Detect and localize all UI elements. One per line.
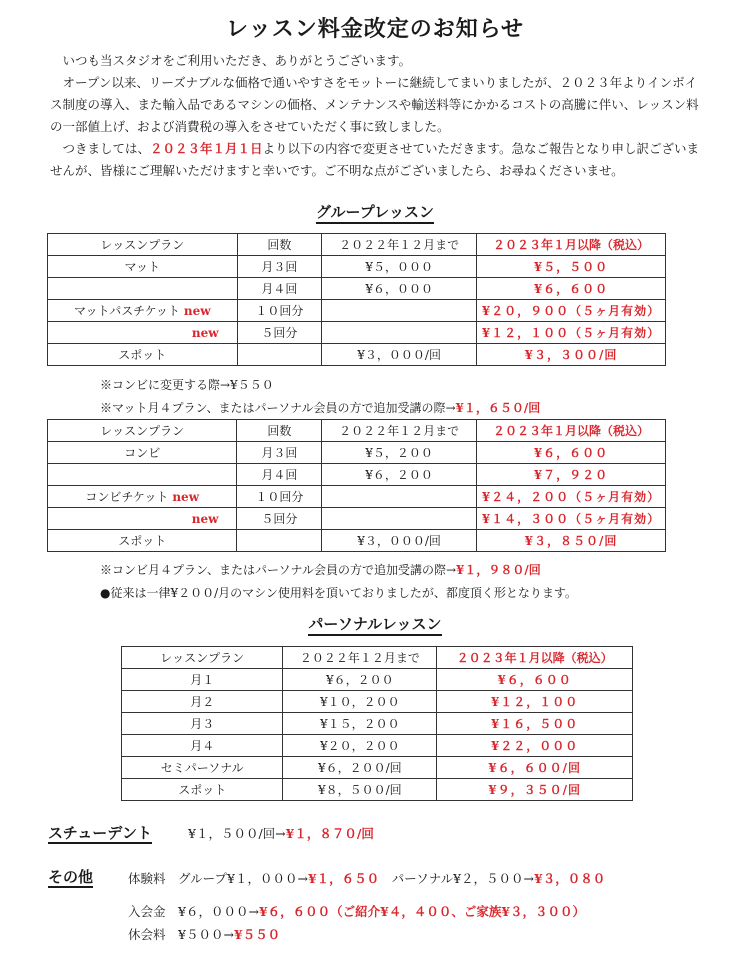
plan-cell: セミパーソナル — [122, 757, 283, 779]
plan-name: スポット — [118, 348, 167, 362]
new-price-cell: ¥６，６００ — [476, 442, 665, 464]
table-header-row — [122, 647, 633, 669]
old-price-cell: ¥２０，２００ — [283, 735, 437, 757]
old-price-cell: ¥６，０００ — [322, 278, 477, 300]
intro-text — [50, 50, 700, 182]
new-price-cell: ¥１４，３００（５ヶ月有効） — [476, 508, 665, 530]
combi-fee-table-body — [48, 420, 666, 552]
count-cell: ５回分 — [237, 508, 322, 530]
plan-cell: 月３ — [122, 713, 283, 735]
personal-fee-table-body — [122, 647, 633, 801]
new-badge: new — [172, 490, 200, 504]
header-old-price: ２０２２年１２月まで — [283, 647, 437, 669]
personal-fee-table — [121, 646, 633, 801]
mat-extra-price: ¥１，６５０/回 — [455, 401, 541, 415]
new-price-cell: ¥１２，１００ — [437, 691, 633, 713]
table-row — [122, 779, 633, 801]
plan-cell: 月２ — [122, 691, 283, 713]
leave-fee-new: ¥５５０ — [233, 927, 281, 942]
mat-fee-table — [47, 233, 666, 366]
new-price-cell: ¥２４，２００（５ヶ月有効） — [476, 486, 665, 508]
table-row — [48, 344, 666, 366]
table-row — [48, 322, 666, 344]
header-plan: レッスンプラン — [48, 420, 237, 442]
trial-personal-new: ¥３，０８０ — [534, 871, 606, 886]
old-price-cell: ¥１５，２００ — [283, 713, 437, 735]
old-price-cell — [322, 322, 477, 344]
count-cell: 月３回 — [237, 256, 322, 278]
header-new-price: ２０２３年１月以降（税込） — [437, 647, 633, 669]
intro-paragraph-3 — [50, 138, 700, 182]
leave-fee-old: 休会料 ¥５００→ — [128, 927, 234, 942]
effective-date: ２０２３年１月１日 — [150, 141, 263, 156]
new-price-cell: ¥２０，９００（５ヶ月有効） — [477, 300, 666, 322]
header-count: 回数 — [237, 420, 322, 442]
header-plan: レッスンプラン — [48, 234, 238, 256]
student-old-price: ¥１，５００/回→ — [188, 826, 286, 841]
table-row — [122, 691, 633, 713]
other-label: その他 — [48, 868, 94, 886]
trial-group-new: ¥１，６５０ — [307, 871, 380, 886]
intro-p1: いつも当スタジオをご利用いただき、ありがとうございます。 — [62, 53, 412, 68]
new-badge: new — [191, 325, 219, 340]
new-price-cell: ¥９，３５０/回 — [437, 779, 633, 801]
table-row — [48, 256, 666, 278]
machine-fee-note: ●従来は一律¥２００/月のマシン使用料を頂いておりましたが、都度頂く形となります。 — [100, 586, 577, 600]
old-price-cell — [322, 486, 477, 508]
old-price-cell: ¥６，２００ — [283, 669, 437, 691]
table-row — [122, 669, 633, 691]
plan-cell — [48, 530, 237, 552]
plan-name: マットパスチケット — [73, 304, 180, 318]
new-badge: new — [191, 511, 219, 526]
table-row — [48, 278, 666, 300]
plan-cell — [48, 278, 238, 300]
trial-group-old: グループ¥１，０００→ — [178, 871, 308, 886]
old-price-cell: ¥３，０００/回 — [322, 530, 477, 552]
mat-fee-table-body — [48, 234, 666, 366]
table-row — [122, 735, 633, 757]
plan-cell — [48, 256, 238, 278]
header-old-price: ２０２２年１２月まで — [322, 234, 477, 256]
student-label: スチューデント — [48, 824, 152, 842]
new-price-cell: ¥６，６００ — [477, 278, 666, 300]
entry-fee-new: ¥６，６００（ご紹介¥４，４００、ご家族¥３，３００） — [258, 904, 586, 919]
intro-p3-after: より以下の内容で変更させていただきます。急なご報告となり申し訳ございませんが、皆様にご理解いただけますと幸いです。ご不明な点がございましたら、お尋ねくださいませ。 — [50, 141, 700, 178]
plan-cell — [48, 344, 238, 366]
trial-personal-old: パーソナル¥２，５００→ — [391, 871, 534, 886]
new-price-cell: ¥６，６００ — [437, 669, 633, 691]
new-price-cell: ¥１２，１００（５ヶ月有効） — [477, 322, 666, 344]
plan-cell — [48, 486, 237, 508]
page-title: レッスン料金改定のお知らせ — [225, 17, 525, 42]
table-row — [48, 530, 666, 552]
trial-fee-label: 体験料 — [128, 871, 166, 886]
new-price-cell: ¥１６，５００ — [437, 713, 633, 735]
plan-cell: 月１ — [122, 669, 283, 691]
combi-extra-price: ¥１，９８０/回 — [456, 563, 541, 577]
group-lesson-title: グループレッスン — [0, 201, 750, 222]
table-row — [122, 713, 633, 735]
new-price-cell: ¥７，９２０ — [476, 464, 665, 486]
header-count: 回数 — [237, 234, 322, 256]
table-row — [48, 300, 666, 322]
new-badge: new — [183, 304, 211, 318]
plan-cell — [48, 300, 238, 322]
plan-name: コンビ — [124, 446, 161, 460]
table-row — [48, 442, 666, 464]
intro-paragraph-1 — [50, 50, 700, 72]
plan-name: スポット — [118, 534, 167, 548]
old-price-cell: ¥６，２００ — [322, 464, 477, 486]
new-price-cell: ¥３，３００/回 — [477, 344, 666, 366]
old-price-cell: ¥１０，２００ — [283, 691, 437, 713]
plan-name: マット — [124, 260, 161, 274]
table-row — [48, 508, 666, 530]
count-cell: ５回分 — [237, 322, 322, 344]
leave-fee-line — [128, 925, 280, 943]
combi-fee-table — [47, 419, 666, 552]
old-price-cell — [322, 508, 477, 530]
plan-name: コンビチケット — [85, 490, 169, 504]
new-price-cell: ¥５，５００ — [477, 256, 666, 278]
plan-cell — [48, 464, 237, 486]
trial-fee-line — [128, 869, 605, 887]
table-row — [122, 757, 633, 779]
mat-extra-note: ※マット月４プラン、またはパーソナル会員の方で追加受講の際→¥１，６５０/回 — [100, 401, 541, 415]
personal-lesson-title: パーソナルレッスン — [0, 613, 750, 634]
header-old-price: ２０２２年１２月まで — [322, 420, 477, 442]
old-price-cell: ¥６，２００/回 — [283, 757, 437, 779]
new-price-cell: ¥２２，０００ — [437, 735, 633, 757]
plan-cell: 月４ — [122, 735, 283, 757]
combi-extra-note: ※コンビ月４プラン、またはパーソナル会員の方で追加受講の際→¥１，９８０/回 — [100, 563, 541, 577]
plan-cell — [48, 322, 238, 344]
old-price-cell: ¥５，２００ — [322, 442, 477, 464]
count-cell — [237, 344, 322, 366]
count-cell: 月３回 — [237, 442, 322, 464]
count-cell: 月４回 — [237, 278, 322, 300]
new-price-cell: ¥３，８５０/回 — [476, 530, 665, 552]
plan-cell — [48, 508, 237, 530]
header-plan: レッスンプラン — [122, 647, 283, 669]
count-cell: １０回分 — [237, 486, 322, 508]
header-new-price: ２０２３年１月以降（税込） — [477, 234, 666, 256]
table-header-row — [48, 234, 666, 256]
new-price-cell: ¥６，６００/回 — [437, 757, 633, 779]
intro-paragraph-2 — [50, 72, 700, 138]
old-price-cell — [322, 300, 477, 322]
intro-p2: オープン以来、リーズナブルな価格で通いやすさをモットーに継続してまいりましたが、２０２３年よりインボイス制度の導入、また輸入品であるマシンの価格、メンテナンスや輸送料等にかかるコストの高騰に伴い、レッスン料の一部値上げ、および消費税の導入をさせていただく事に致しました。 — [50, 75, 699, 134]
old-price-cell: ¥８，５００/回 — [283, 779, 437, 801]
entry-fee-old: 入会金 ¥６，０００→ — [128, 904, 259, 919]
count-cell — [237, 530, 322, 552]
combi-change-note: ※コンビに変更する際→¥５５０ — [100, 378, 274, 392]
plan-cell — [48, 442, 237, 464]
count-cell: 月４回 — [237, 464, 322, 486]
table-header-row — [48, 420, 666, 442]
header-new-price: ２０２３年１月以降（税込） — [476, 420, 665, 442]
old-price-cell: ¥３，０００/回 — [322, 344, 477, 366]
intro-p3-before: つきましては、 — [62, 141, 151, 156]
student-price-line — [188, 824, 374, 842]
plan-cell: スポット — [122, 779, 283, 801]
table-row — [48, 464, 666, 486]
old-price-cell: ¥５，０００ — [322, 256, 477, 278]
student-new-price: ¥１，８７０/回 — [285, 826, 374, 841]
count-cell: １０回分 — [237, 300, 322, 322]
table-row — [48, 486, 666, 508]
entry-fee-line — [128, 902, 585, 920]
